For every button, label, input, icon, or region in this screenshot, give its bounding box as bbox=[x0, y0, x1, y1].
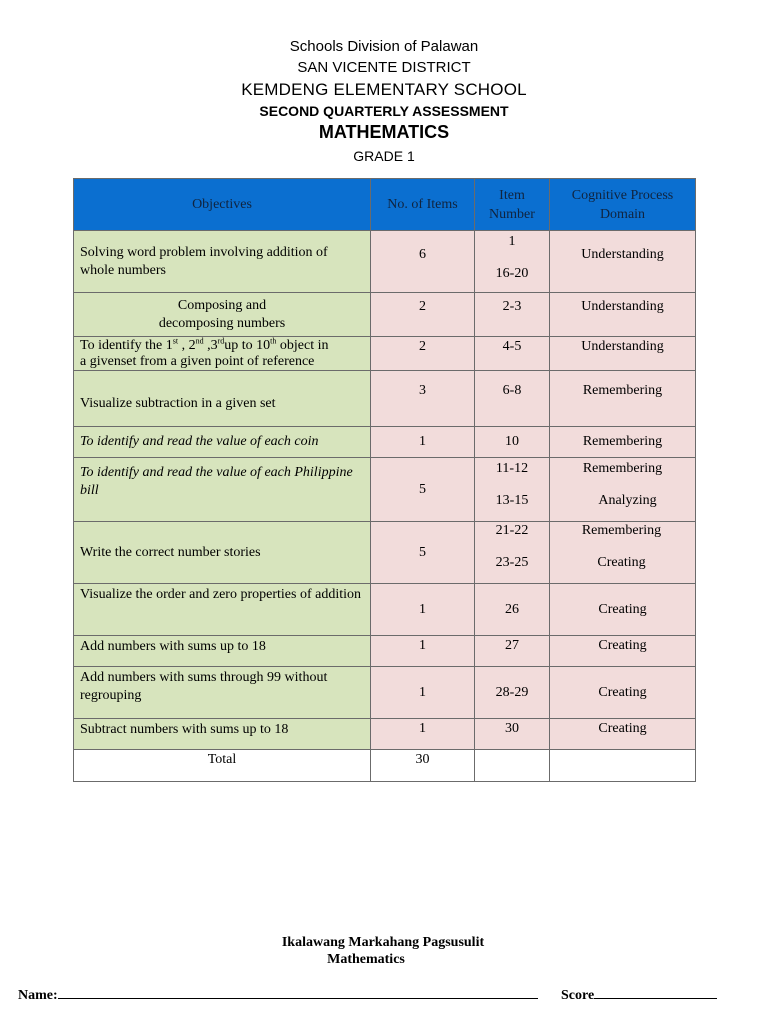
objective-cell: Visualize subtraction in a given set bbox=[74, 371, 371, 427]
objective-cell: Write the correct number stories bbox=[74, 522, 371, 584]
domain-cell: Understanding bbox=[550, 293, 696, 337]
table-row bbox=[74, 522, 696, 584]
domain-cell: Remembering bbox=[550, 427, 696, 458]
domain-cell: Creating bbox=[550, 667, 696, 719]
objective-cell: Subtract numbers with sums up to 18 bbox=[74, 719, 371, 750]
objective-cell: Composing and decomposing numbers bbox=[74, 293, 371, 337]
name-field[interactable] bbox=[18, 985, 538, 1004]
domain-cell: Understanding bbox=[550, 231, 696, 293]
table-row bbox=[74, 584, 696, 636]
no-of-items-cell: 5 bbox=[371, 458, 475, 522]
table-row bbox=[74, 427, 696, 458]
domain-cell: Creating bbox=[550, 719, 696, 750]
objective-cell: Visualize the order and zero properties of addition bbox=[74, 584, 371, 636]
domain-cell: Remembering Analyzing bbox=[550, 458, 696, 522]
objective-cell: Add numbers with sums up to 18 bbox=[74, 636, 371, 667]
division-name: Schools Division of Palawan bbox=[289, 38, 479, 55]
column-header-item-number: Item Number bbox=[475, 179, 550, 231]
table-row bbox=[74, 719, 696, 750]
item-number-cell: 6-8 bbox=[475, 371, 550, 427]
item-number-cell: 10 bbox=[475, 427, 550, 458]
no-of-items-cell: 5 bbox=[371, 522, 475, 584]
domain-cell: Understanding bbox=[550, 337, 696, 371]
table-row bbox=[74, 636, 696, 667]
table-row bbox=[74, 667, 696, 719]
item-number-cell: 11-12 13-15 bbox=[475, 458, 550, 522]
total-row bbox=[74, 750, 696, 782]
no-of-items-cell: 1 bbox=[371, 667, 475, 719]
score-label: Score bbox=[561, 988, 595, 1003]
name-label: Name: bbox=[18, 988, 58, 1003]
footer-subject: Mathematics bbox=[327, 952, 405, 967]
item-number-cell: 28-29 bbox=[475, 667, 550, 719]
no-of-items-cell: 3 bbox=[371, 371, 475, 427]
no-of-items-cell: 6 bbox=[371, 231, 475, 293]
table-row bbox=[74, 337, 696, 371]
no-of-items-cell: 1 bbox=[371, 427, 475, 458]
no-of-items-cell: 1 bbox=[371, 636, 475, 667]
total-label: Total bbox=[74, 750, 371, 782]
school-name: KEMDENG ELEMENTARY SCHOOL bbox=[241, 80, 527, 99]
no-of-items-cell: 2 bbox=[371, 337, 475, 371]
no-of-items-cell: 1 bbox=[371, 719, 475, 750]
item-number-cell: 2-3 bbox=[475, 293, 550, 337]
no-of-items-cell: 1 bbox=[371, 584, 475, 636]
objective-cell: To identify and read the value of each coin bbox=[74, 427, 371, 458]
domain-cell: Remembering Creating bbox=[550, 522, 696, 584]
no-of-items-cell: 2 bbox=[371, 293, 475, 337]
objective-cell: To identify and read the value of each Philippine bill bbox=[74, 458, 371, 522]
total-items: 30 bbox=[371, 750, 475, 782]
table-row bbox=[74, 293, 696, 337]
column-header-cognitive-domain: Cognitive Process Domain bbox=[550, 179, 696, 231]
objective-cell: To identify the 1st , 2nd ,3rdup to 10th object in a givenset from a given point of reference bbox=[74, 337, 371, 371]
item-number-cell: 30 bbox=[475, 719, 550, 750]
score-field[interactable] bbox=[561, 985, 717, 1004]
footer-title: Ikalawang Markahang Pagsusulit bbox=[281, 935, 485, 950]
total-domain-cell bbox=[550, 750, 696, 782]
item-number-cell: 27 bbox=[475, 636, 550, 667]
objective-cell: Add numbers with sums through 99 without regrouping bbox=[74, 667, 371, 719]
assessment-title: SECOND QUARTERLY ASSESSMENT bbox=[259, 103, 509, 119]
domain-cell: Creating bbox=[550, 584, 696, 636]
score-blank-line[interactable] bbox=[594, 985, 717, 999]
table-row bbox=[74, 371, 696, 427]
district-name: SAN VICENTE DISTRICT bbox=[297, 59, 471, 76]
name-blank-line[interactable] bbox=[58, 985, 538, 999]
table-row bbox=[74, 231, 696, 293]
total-item-number-cell bbox=[475, 750, 550, 782]
item-number-cell: 1 16-20 bbox=[475, 231, 550, 293]
table-row bbox=[74, 458, 696, 522]
table-header-row bbox=[74, 179, 696, 231]
column-header-no-of-items: No. of Items bbox=[371, 179, 475, 231]
column-header-objectives: Objectives bbox=[74, 179, 371, 231]
item-number-cell: 4-5 bbox=[475, 337, 550, 371]
table-of-specifications bbox=[73, 178, 696, 782]
objective-cell: Solving word problem involving addition of whole numbers bbox=[74, 231, 371, 293]
grade-level: GRADE 1 bbox=[353, 148, 415, 164]
subject-title: MATHEMATICS bbox=[318, 122, 450, 142]
item-number-cell: 26 bbox=[475, 584, 550, 636]
domain-cell: Remembering bbox=[550, 371, 696, 427]
item-number-cell: 21-22 23-25 bbox=[475, 522, 550, 584]
domain-cell: Creating bbox=[550, 636, 696, 667]
